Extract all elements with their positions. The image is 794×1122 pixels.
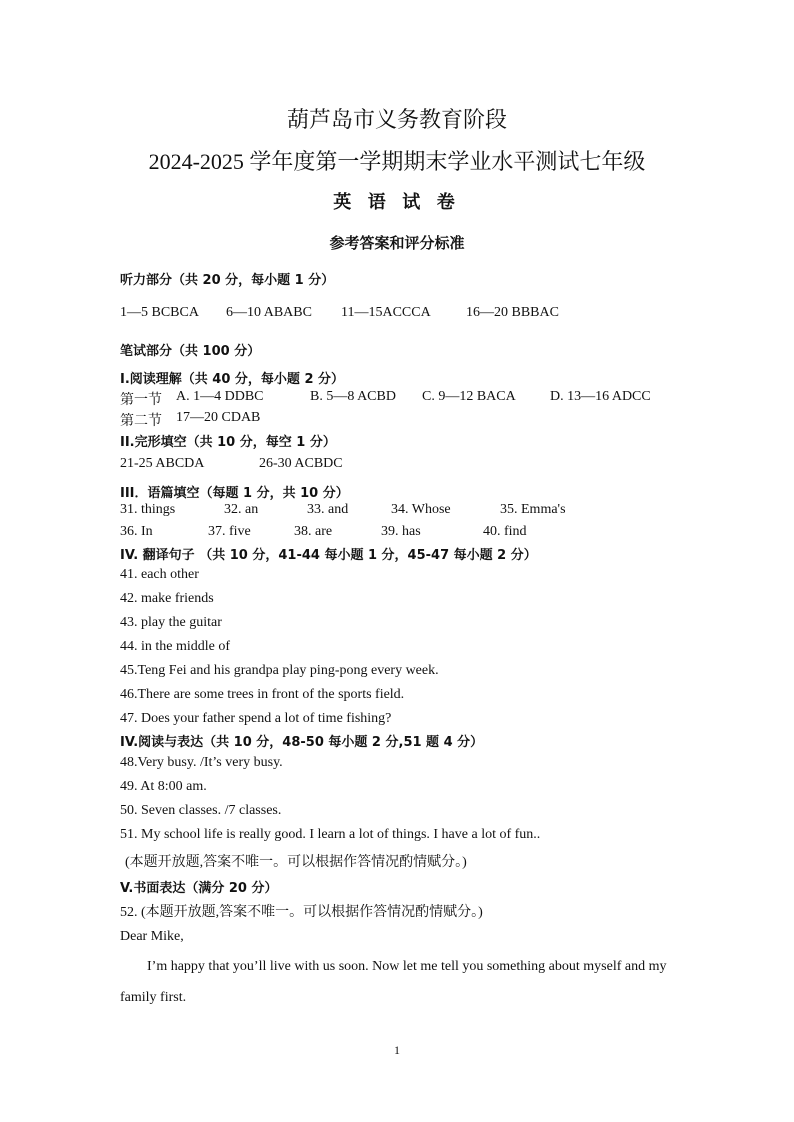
reading-heading: I.阅读理解（共 40 分，每小题 2 分） [120, 372, 345, 387]
translation-item: 46.There are some trees in front of the sports field. [120, 687, 405, 702]
doc-title-line2: 2024-2025 学年度第一学期期末学业水平测试七年级 [148, 149, 646, 174]
grammar-answer-31: 31. things [120, 502, 176, 517]
translation-item: 45.Teng Fei and his grandpa play ping-pong every week. [120, 663, 439, 678]
grammar-answer-34: 34. Whose [391, 502, 451, 517]
translation-item: 42. make friends [120, 591, 214, 606]
reading-answer-d: D. 13—16 ADCC [550, 389, 651, 404]
reading-expression-item: 50. Seven classes. /7 classes. [120, 803, 282, 818]
reading-answer-c: C. 9—12 BACA [422, 389, 516, 404]
cloze-answer-2: 26-30 ACBDC [259, 456, 343, 471]
grammar-answer-32: 32. an [224, 502, 259, 517]
cloze-heading: II.完形填空（共 10 分，每空 1 分） [120, 435, 336, 450]
grammar-answer-35: 35. Emma's [500, 502, 566, 517]
listening-answer-1: 1—5 BCBCA [120, 305, 199, 320]
listening-answer-4: 16—20 BBBAC [466, 305, 559, 320]
translation-item: 44. in the middle of [120, 639, 231, 654]
reading-expression-item: 48.Very busy. /It’s very busy. [120, 755, 283, 770]
letter-greeting: Dear Mike, [120, 929, 184, 944]
grammar-answer-39: 39. has [381, 524, 421, 539]
page-number: 1 [394, 1043, 400, 1057]
translation-heading: IV. 翻译句子 （共 10 分，41-44 每小题 1 分，45-47 每小题 2 分） [120, 548, 537, 563]
letter-paragraph-line2: family first. [120, 990, 187, 1005]
reading-expression-item: 49. At 8:00 am. [120, 779, 207, 794]
translation-item: 41. each other [120, 567, 199, 582]
reading-section2-label: 第二节 [120, 414, 162, 429]
reading-expression-heading: IV.阅读与表达（共 10 分，48-50 每小题 2 分,51 题 4 分） [120, 735, 484, 750]
listening-answer-3: 11—15ACCCA [341, 305, 431, 320]
grammar-answer-40: 40. find [483, 524, 527, 539]
translation-item: 43. play the guitar [120, 615, 222, 630]
grammar-answer-38: 38. are [294, 524, 333, 539]
translation-item: 47. Does your father spend a lot of time fishing? [120, 711, 392, 726]
reading-section2-answer: 17—20 CDAB [176, 410, 261, 425]
grammar-answer-33: 33. and [307, 502, 349, 517]
grammar-heading: III．语篇填空（每题 1 分，共 10 分） [120, 486, 349, 501]
written-heading: 笔试部分（共 100 分） [120, 344, 261, 359]
grammar-answer-37: 37. five [208, 524, 251, 539]
writing-note: 52. (本题开放题,答案不唯一。可以根据作答情况酌情赋分。) [120, 905, 483, 920]
doc-title-line1: 葫芦岛市义务教育阶段 [286, 107, 507, 132]
reading-expression-note: (本题开放题,答案不唯一。可以根据作答情况酌情赋分。) [125, 855, 467, 870]
reading-section1-label: 第一节 [120, 393, 162, 408]
grammar-answer-36: 36. In [120, 524, 153, 539]
reading-expression-item: 51. My school life is really good. I learn a lot of things. I have a lot of fun.. [120, 827, 541, 842]
subject-title: 英 语 试 卷 [333, 192, 461, 212]
reading-answer-a: A. 1—4 DDBC [176, 389, 264, 404]
listening-heading: 听力部分（共 20 分，每小题 1 分） [120, 273, 335, 288]
letter-paragraph-line1: I’m happy that you’ll live with us soon. Now let me tell you something about myself and my [147, 959, 667, 974]
listening-answer-2: 6—10 ABABC [226, 305, 312, 320]
cloze-answer-1: 21-25 ABCDA [120, 456, 205, 471]
answer-key-subtitle: 参考答案和评分标准 [329, 236, 465, 252]
reading-answer-b: B. 5—8 ACBD [310, 389, 396, 404]
writing-heading: V.书面表达（满分 20 分） [120, 881, 278, 896]
